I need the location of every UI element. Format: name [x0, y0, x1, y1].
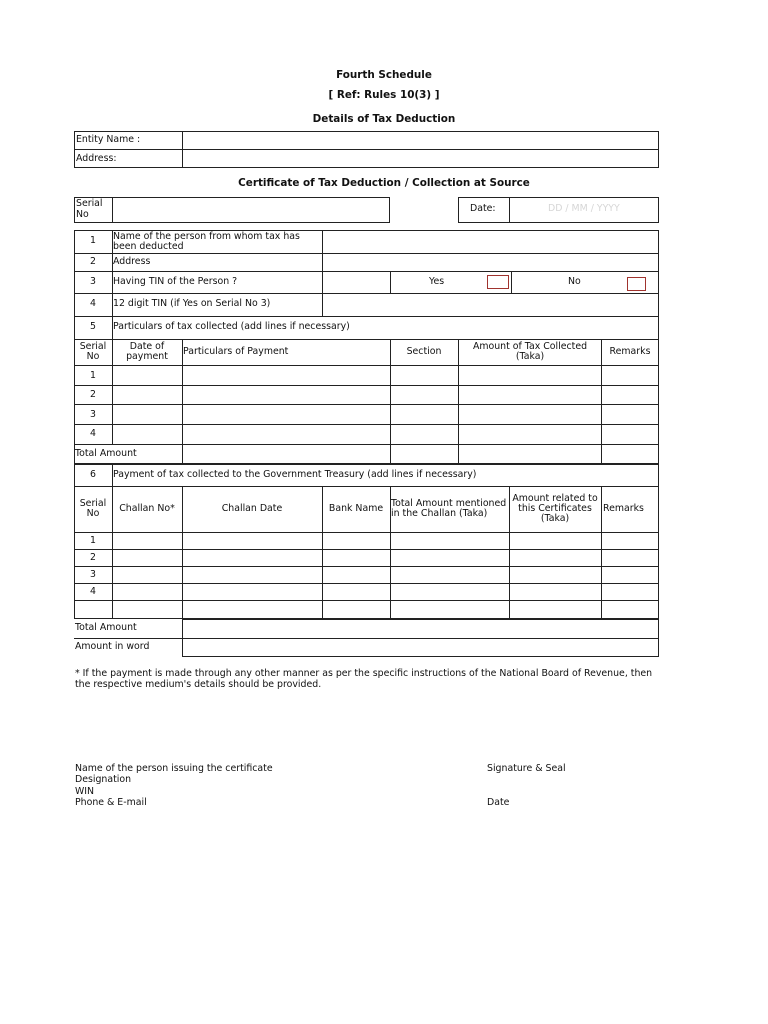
item-6-number: 6: [90, 469, 96, 480]
tax-header-date: Date of payment: [126, 341, 168, 362]
phone-email-label: Phone & E-mail: [75, 797, 147, 808]
entity-name-label: Entity Name :: [76, 134, 141, 145]
item-1-number: 1: [90, 235, 96, 246]
person-name-field[interactable]: [324, 231, 657, 252]
item-2-label: Address: [113, 256, 151, 267]
designation-label: Designation: [75, 774, 132, 785]
challan-row-serial: 2: [90, 552, 96, 563]
tax-total-field[interactable]: [459, 445, 600, 463]
challan-row-serial: 4: [90, 586, 96, 597]
tax-header-section: Section: [406, 346, 442, 357]
tax-row-serial: 4: [90, 428, 96, 439]
amount-in-word-field[interactable]: [184, 639, 657, 656]
total-amount-field[interactable]: [184, 620, 657, 637]
tax-header-amount: Amount of Tax Collected (Taka): [472, 341, 588, 362]
rule-reference: [ Ref: Rules 10(3) ]: [328, 89, 440, 101]
item-6-label: Payment of tax collected to the Government Treasury (add lines if necessary): [113, 469, 477, 480]
tin-field[interactable]: [324, 294, 657, 315]
date-field[interactable]: DD / MM / YYYY: [548, 203, 620, 214]
yes-checkbox[interactable]: [487, 275, 509, 289]
signature-date-label: Date: [487, 797, 510, 808]
signature-seal-label: Signature & Seal: [487, 763, 566, 774]
footnote: * If the payment is made through any other manner as per the specific instructions of the National Board of Revenue, then the respective medium's details should be provided.: [75, 668, 653, 690]
item-3-number: 3: [90, 276, 96, 287]
item-5-number: 5: [90, 321, 96, 332]
yes-label: Yes: [429, 276, 445, 287]
item-1-label: Name of the person from whom tax has been deducted: [113, 231, 300, 252]
item-3-label: Having TIN of the Person ?: [113, 276, 238, 287]
tax-total-label: Total Amount: [75, 448, 137, 459]
section-title: Details of Tax Deduction: [312, 113, 456, 125]
tax-row-serial: 2: [90, 389, 96, 400]
entity-address-field[interactable]: [184, 150, 657, 167]
amount-in-word-label: Amount in word: [75, 641, 150, 652]
challan-header-remarks: Remarks: [603, 503, 644, 514]
challan-header-serial: Serial No: [79, 498, 107, 519]
issuer-name-label: Name of the person issuing the certificate: [75, 763, 273, 774]
tax-header-serial: Serial No: [79, 341, 107, 362]
certificate-title: Certificate of Tax Deduction / Collection at Source: [238, 177, 530, 189]
challan-header-date: Challan Date: [221, 503, 283, 514]
address-label: Address:: [76, 153, 117, 164]
challan-header-total: Total Amount mentioned in the Challan (Taka): [391, 498, 507, 519]
tax-row-serial: 3: [90, 409, 96, 420]
win-label: WIN: [75, 786, 95, 797]
item-4-number: 4: [90, 298, 96, 309]
date-label: Date:: [470, 203, 496, 214]
item-5-label: Particulars of tax collected (add lines if necessary): [113, 321, 350, 332]
challan-total-label: Total Amount: [75, 622, 137, 633]
challan-row-serial: 1: [90, 535, 96, 546]
schedule-title: Fourth Schedule: [336, 69, 432, 81]
challan-grid: [74, 464, 659, 619]
serial-label: Serial No: [76, 198, 103, 220]
item-2-number: 2: [90, 256, 96, 267]
serial-field[interactable]: [114, 198, 388, 222]
tax-header-remarks: Remarks: [609, 346, 651, 357]
challan-header-bank: Bank Name: [328, 503, 384, 514]
challan-header-number: Challan No*: [119, 503, 175, 514]
no-label: No: [568, 276, 581, 287]
challan-header-related: Amount related to this Certificates (Taka): [512, 493, 598, 524]
item-4-label: 12 digit TIN (if Yes on Serial No 3): [113, 298, 271, 309]
tax-header-particulars: Particulars of Payment: [183, 346, 289, 357]
no-checkbox[interactable]: [627, 277, 646, 291]
tax-row-serial: 1: [90, 370, 96, 381]
entity-name-field[interactable]: [184, 132, 657, 148]
challan-row-serial: 3: [90, 569, 96, 580]
person-address-field[interactable]: [324, 254, 657, 270]
